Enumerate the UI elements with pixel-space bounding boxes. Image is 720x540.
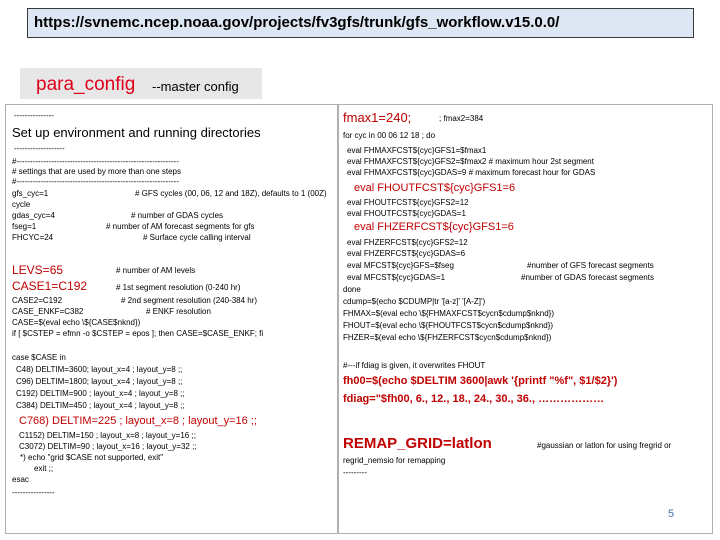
code-comment: # 1st segment resolution (0-240 hr) [116, 283, 241, 292]
code-line: CASE_ENKF=C382 [12, 307, 84, 316]
fhout-heading: eval FHOUTFCST${cyc}GFS1=6 [354, 182, 516, 194]
code-line: FHZER=$(eval echo \${FHZERFCST$cycn$cdump$nknd}) [343, 333, 552, 342]
code-comment: #---if fdiag is given, it overwrites FHOUT [343, 361, 486, 370]
code-line: C1152) DELTIM=150 ; layout_x=8 ; layout_y=16 ;; [19, 431, 196, 440]
section-heading: Set up environment and running directories [12, 125, 261, 140]
code-comment: # number of GDAS cycles [131, 211, 224, 220]
code-line: for cyc in 00 06 12 18 ; do [343, 131, 436, 140]
code-line: eval FHOUTFCST${cyc}GFS2=12 [347, 198, 469, 207]
code-comment: # number of AM forecast segments for gfs [106, 222, 255, 231]
c768-line: C768) DELTIM=225 ; layout_x=8 ; layout_y=16 ;; [19, 415, 257, 427]
code-line: case $CASE in [12, 353, 66, 362]
code-line: eval FHOUTFCST${cyc}GDAS=1 [347, 209, 466, 218]
case1-line: CASE1=C192 [12, 279, 88, 293]
code-line: eval FHMAXFCST${cyc}GFS2=$fmax2 # maximum hour 2st segment [347, 157, 594, 166]
code-line: eval FHZERFCST${cyc}GFS2=12 [347, 238, 468, 247]
left-code-panel [5, 104, 338, 534]
code-line: exit ;; [34, 464, 54, 473]
code-line: C192) DELTIM=900 ; layout_x=4 ; layout_y=8 ;; [16, 389, 185, 398]
code-comment: ; fmax2=384 [439, 114, 484, 123]
code-line: regrid_nemsio for remapping [343, 456, 446, 465]
code-line: eval FHZERFCST${cyc}GDAS=6 [347, 249, 466, 258]
code-comment: # ENKF resolution [146, 307, 211, 316]
code-line: eval MFCST${cyc}GFS=$fseg [347, 261, 454, 270]
code-line: C3072) DELTIM=90 ; layout_x=16 ; layout_y=32 ;; [19, 442, 197, 451]
code-line: FHMAX=$(eval echo \${FHMAXFCST$cycn$cdump$nknd}) [343, 309, 554, 318]
code-line: eval FHMAXFCST${cyc}GFS1=$fmax1 [347, 146, 487, 155]
comment-line: # settings that are used by more than one steps [12, 167, 181, 176]
code-line: CASE=$(eval echo \${CASE$nknd}) [12, 318, 141, 327]
fhzer-heading: eval FHZERFCST${cyc}GFS1=6 [354, 221, 514, 233]
dash-line: --------- [343, 468, 367, 477]
code-line: FHOUT=$(eval echo \${FHOUTFCST$cycn$cdump$nknd}) [343, 321, 554, 330]
code-comment: #number of GFS forecast segments [527, 261, 654, 270]
fdiag-line: fdiag="$fh00, 6., 12., 18., 24., 30., 36., ……………… [343, 393, 605, 405]
code-line: fseg=1 [12, 222, 37, 231]
code-line: esac [12, 475, 29, 484]
code-line: done [343, 285, 361, 294]
code-comment: #number of GDAS forecast segments [521, 273, 654, 282]
hash-line: #------------------------------------------------------------- [12, 157, 179, 166]
code-line: FHCYC=24 [12, 233, 54, 242]
code-line: if [ $CSTEP = efmn -o $CSTEP = epos ]; then CASE=$CASE_ENKF; fi [12, 329, 264, 338]
code-line: CASE2=C192 [12, 296, 63, 305]
code-comment: # number of AM levels [116, 266, 196, 275]
hash-line: #------------------------------------------------------------- [12, 177, 179, 186]
right-code-panel [338, 104, 713, 534]
code-line: gfs_cyc=1 [12, 189, 49, 198]
code-comment: # Surface cycle calling interval [143, 233, 251, 242]
page-subtitle: --master config [152, 79, 239, 94]
fh00-line: fh00=$(echo $DELTIM 3600|awk '{printf "%f", $1/$2}') [343, 375, 618, 387]
fmax1-line: fmax1=240; [343, 110, 412, 125]
code-line: C384) DELTIM=450 ; layout_x=4 ; layout_y=8 ;; [16, 401, 185, 410]
remap-grid-line: REMAP_GRID=latlon [343, 435, 492, 452]
dash-line: --------------- [14, 111, 54, 120]
slide-number: 5 [668, 508, 675, 520]
url-banner: https://svnemc.ncep.noaa.gov/projects/fv3gfs/trunk/gfs_workflow.v15.0.0/ [27, 8, 694, 38]
dash-line: ------------------- [14, 144, 65, 153]
code-comment: # 2nd segment resolution (240-384 hr) [121, 296, 258, 305]
page-title: para_config [36, 74, 136, 95]
code-line: eval FHMAXFCST${cyc}GDAS=9 # maximum forecast hour for GDAS [347, 168, 596, 177]
code-line: gdas_cyc=4 [12, 211, 55, 220]
levs-line: LEVS=65 [12, 263, 64, 277]
code-line: *) echo "grid $CASE not supported, exit" [20, 453, 164, 462]
code-line: C48) DELTIM=3600; layout_x=4 ; layout_y=8 ;; [16, 365, 183, 374]
code-comment: #gaussian or latlon for using fregrid or [537, 441, 672, 450]
code-comment: # GFS cycles (00, 06, 12 and 18Z), defaults to 1 (00Z) [135, 189, 327, 198]
dash-line: ---------------- [12, 488, 55, 497]
code-line: cdump=$(echo $CDUMP|tr '[a-z]' '[A-Z]') [343, 297, 486, 306]
code-line: C96) DELTIM=1800; layout_x=4 ; layout_y=8 ;; [16, 377, 183, 386]
code-line: eval MFCST${cyc}GDAS=1 [347, 273, 446, 282]
code-line: cycle [12, 200, 31, 209]
